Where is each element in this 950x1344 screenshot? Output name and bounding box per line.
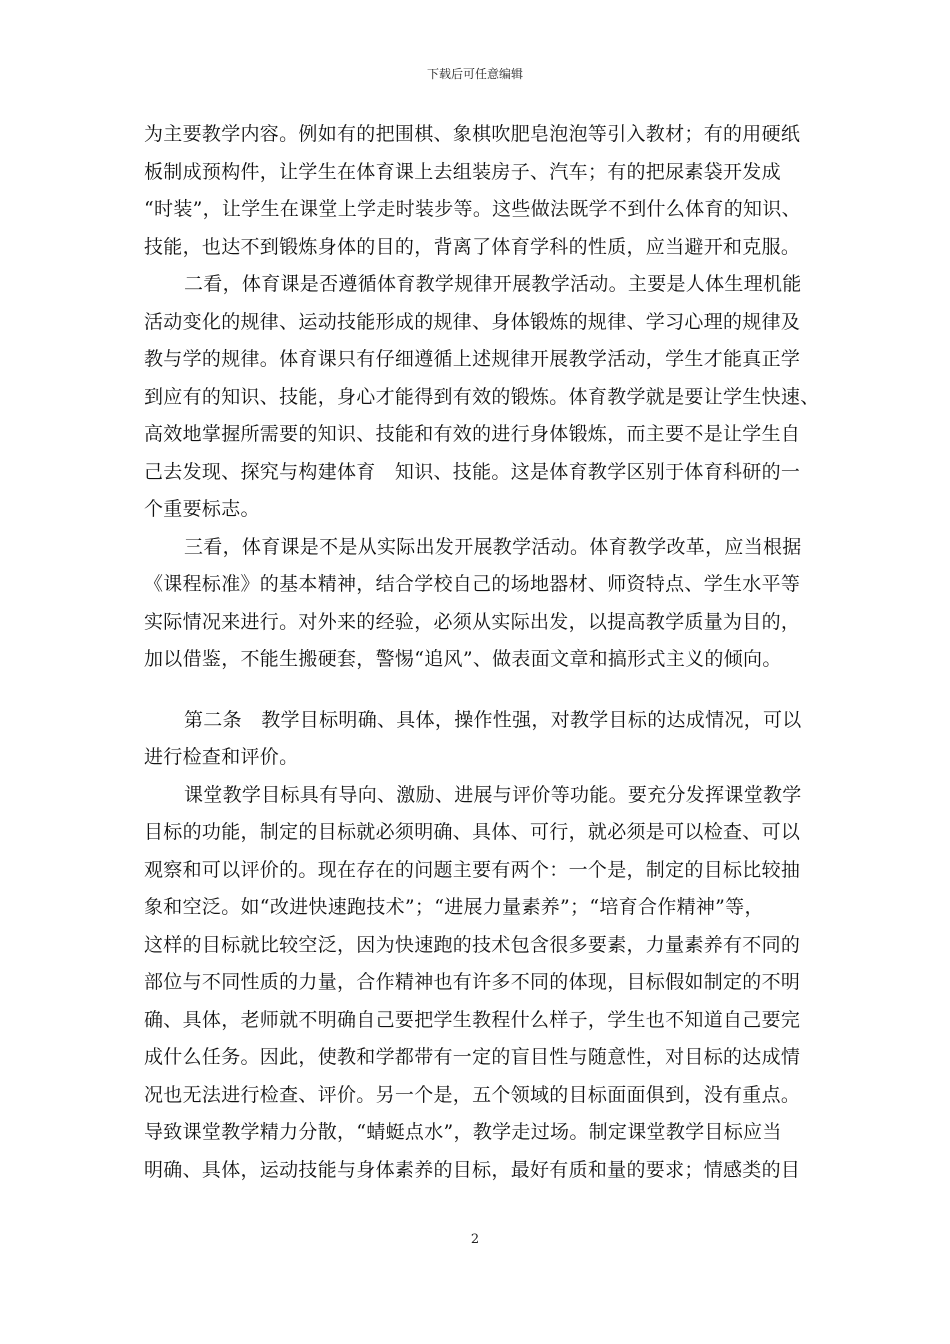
document-body [144, 116, 820, 1189]
text-line: 况也无法进行检查、评价。另一个是，五个领域的目标面面俱到，没有重点。 [144, 1083, 801, 1106]
section-heading-line: 进行检查和评价。 [144, 746, 299, 768]
text-line: 象和空泛。如“改进快速跑技术”；“进展力量素养”；“培育合作精神”等， [144, 896, 764, 918]
text-line: 己去发现、探究与构建体育 知识、技能。这是体育教学区别于体育科研的一 [144, 460, 801, 483]
text-line: 导致课堂教学精力分散，“蜻蜓点水”，教学走过场。制定课堂教学目标应当 [144, 1121, 782, 1143]
text-line: 《课程标准》的基本精神，结合学校自己的场地器材、师资特点、学生水平等 [144, 573, 801, 595]
text-line: 教与学的规律。体育课只有仔细遵循上述规律开展教学活动，学生才能真正学 [144, 348, 801, 370]
text-line: 高效地掌握所需要的知识、技能和有效的进行身体锻炼，而主要不是让学生自 [144, 423, 801, 445]
page-header: 下载后可任意编辑 [426, 67, 523, 81]
text-line: 观察和可以评价的。现在存在的问题主要有两个：一个是，制定的目标比较抽 [144, 858, 801, 881]
text-line: 成什么任务。因此，使教和学都带有一定的盲目性与随意性，对目标的达成情 [144, 1046, 801, 1068]
text-line: 技能，也达不到锻炼身体的目的，背离了体育学科的性质，应当避开和克服。 [144, 235, 801, 258]
text-line: 个重要标志。 [144, 498, 260, 520]
text-line: 这样的目标就比较空泛，因为快速跑的技术包含很多要素，力量素养有不同的 [144, 933, 801, 956]
paragraph-start-line: 二看，体育课是否遵循体育教学规律开展教学活动。主要是人体生理机能 [184, 273, 802, 295]
section-gap [144, 679, 816, 702]
text-line: 确、具体，老师就不明确自己要把学生教程什么样子，学生也不知道自己要完 [144, 1008, 801, 1031]
text-line: 明确、具体，运动技能与身体素养的目标，最好有质和量的要求；情感类的目 [144, 1158, 801, 1181]
text-line: 活动变化的规律、运动技能形成的规律、身体锻炼的规律、学习心理的规律及 [144, 310, 801, 333]
text-line: 目标的功能，制定的目标就必须明确、具体、可行，就必须是可以检查、可以 [144, 821, 801, 843]
section-heading-line: 第二条 教学目标明确、具体，操作性强，对教学目标的达成情况，可以 [184, 708, 802, 731]
page-number: 2 [470, 1232, 480, 1247]
text-line: 加以借鉴，不能生搬硬套，警惕“追风”、做表面文章和搞形式主义的倾向。 [144, 648, 782, 670]
text-line: 板制成预构件，让学生在体育课上去组装房子、汽车；有的把尿素袋开发成 [144, 160, 781, 183]
text-line: 实际情况来进行。对外来的经验，必须从实际出发，以提高教学质量为目的， [144, 610, 801, 633]
text-line: 到应有的知识、技能，身心才能得到有效的锻炼。体育教学就是要让学生快速、 [144, 385, 820, 408]
paragraph-start-line: 课堂教学目标具有导向、激励、进展与评价等功能。要充分发挥课堂教学 [184, 783, 802, 806]
paragraph-start-line: 三看，体育课是不是从实际出发开展教学活动。体育教学改革，应当根据 [184, 535, 802, 558]
text-line: 为主要教学内容。例如有的把围棋、象棋吹肥皂泡泡等引入教材；有的用硬纸 [144, 123, 801, 145]
text-line: “时装”，让学生在课堂上学走时装步等。这些做法既学不到什么体育的知识、 [144, 198, 801, 220]
text-line: 部位与不同性质的力量，合作精神也有许多不同的体现，目标假如制定的不明 [144, 971, 801, 993]
